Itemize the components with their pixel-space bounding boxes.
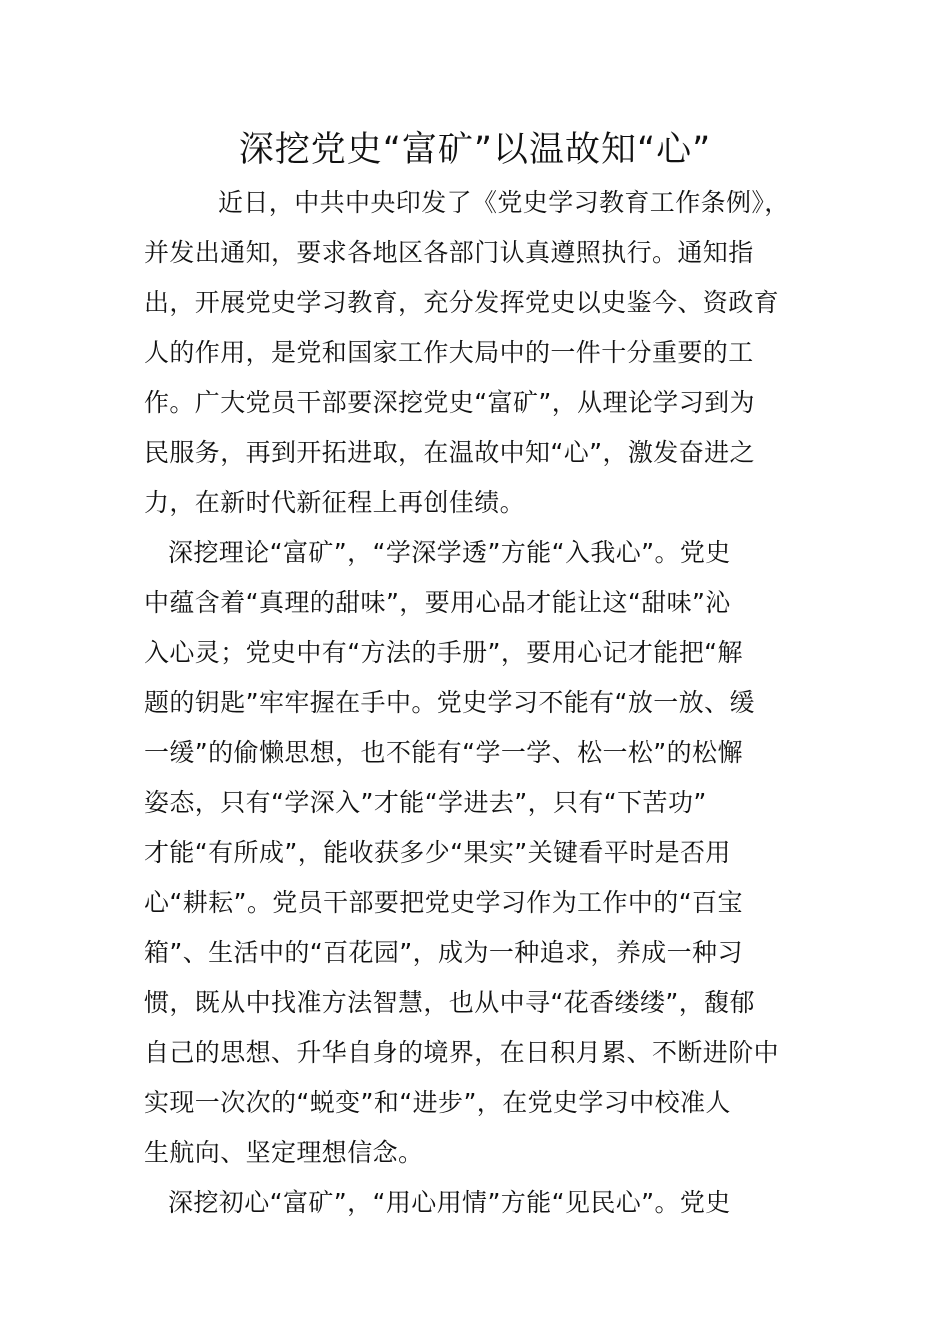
paragraph-1-line-7: 力，在新时代新征程上再创佳绩。 [144, 488, 526, 517]
paragraph-2-line-5: 一缓”的偷懒思想，也不能有“学一学、松一松”的松懈 [144, 738, 743, 767]
paragraph-3-line-1: 深挖初心“富矿”，“用心用情”方能“见民心”。党史 [168, 1188, 731, 1217]
paragraph-2-line-7: 才能“有所成”，能收获多少“果实”关键看平时是否用 [144, 838, 731, 867]
paragraph-1-line-4: 人的作用，是党和国家工作大局中的一件十分重要的工 [144, 338, 754, 367]
paragraph-2-line-10: 惯，既从中找准方法智慧，也从中寻“花香缕缕”，馥郁 [144, 988, 755, 1017]
paragraph-2-line-13: 生航向、坚定理想信念。 [144, 1138, 424, 1167]
paragraph-2-line-8: 心“耕耘”。党员干部要把党史学习作为工作中的“百宝 [144, 888, 743, 917]
paragraph-2-line-2: 中蕴含着“真理的甜味”，要用心品才能让这“甜味”沁 [144, 588, 731, 617]
document-title: 深挖党史“富矿”以温故知“心” [238, 130, 712, 170]
paragraph-2-line-4: 题的钥匙”牢牢握在手中。党史学习不能有“放一放、缓 [144, 688, 755, 717]
paragraph-1-line-1: 近日，中共中央印发了《党史学习教育工作条例》， [218, 188, 790, 217]
paragraph-1-line-6: 民服务，再到开拓进取，在温故中知“心”，激发奋进之 [144, 438, 755, 467]
paragraph-1-line-5: 作。广大党员干部要深挖党史“富矿”，从理论学习到为 [144, 388, 755, 417]
paragraph-1-line-3: 出，开展党史学习教育，充分发挥党史以史鉴今、资政育 [144, 288, 780, 317]
paragraph-2-line-1: 深挖理论“富矿”，“学深学透”方能“入我心”。党史 [168, 538, 731, 567]
paragraph-1-line-2: 并发出通知，要求各地区各部门认真遵照执行。通知指 [144, 238, 754, 267]
paragraph-2-line-3: 入心灵；党史中有“方法的手册”，要用心记才能把“解 [144, 638, 743, 667]
paragraph-2-line-11: 自己的思想、升华自身的境界，在日积月累、不断进阶中 [144, 1038, 780, 1067]
paragraph-2-line-12: 实现一次次的“蜕变”和“进步”，在党史学习中校准人 [144, 1088, 731, 1117]
paragraph-2-line-6: 姿态，只有“学深入”才能“学进去”，只有“下苦功” [144, 788, 707, 817]
paragraph-2-line-9: 箱”、生活中的“百花园”，成为一种追求，养成一种习 [144, 938, 743, 967]
